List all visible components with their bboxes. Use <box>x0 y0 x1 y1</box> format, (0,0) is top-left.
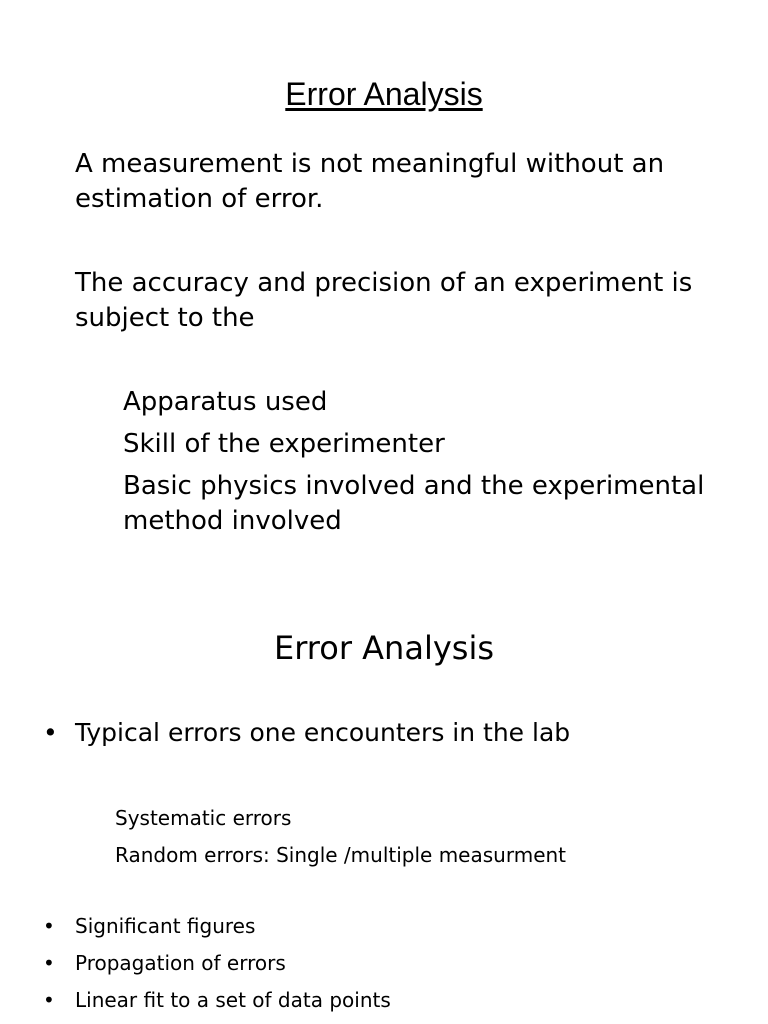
factor-list <box>123 385 743 546</box>
list-item-text: Significant figures <box>75 914 256 938</box>
typical-errors-bullet <box>43 717 570 749</box>
list-item: Basic physics involved and the experimental method involved <box>123 471 705 536</box>
list-item-text: Propagation of errors <box>75 951 286 975</box>
bullet-icon: • <box>43 951 55 975</box>
list-item-text: Linear fit to a set of data points <box>75 988 391 1012</box>
error-type-list <box>115 800 566 874</box>
bullet-icon: • <box>43 914 55 938</box>
list-item: Apparatus used <box>123 387 328 417</box>
list-item: Random errors: Single /multiple measurment <box>115 843 567 867</box>
list-item: Systematic errors <box>115 806 292 830</box>
slide-2-title: Error Analysis <box>273 629 494 667</box>
topic-list <box>43 908 391 1019</box>
list-item: Skill of the experimenter <box>123 429 445 459</box>
bullet-text: Typical errors one encounters in the lab <box>75 718 571 747</box>
slide-1-title: Error Analysis <box>285 76 483 112</box>
list-item <box>43 982 391 1019</box>
slide-2 <box>0 590 768 1024</box>
bullet-icon: • <box>43 988 55 1012</box>
list-item <box>43 945 391 982</box>
bullet-icon: • <box>43 718 58 747</box>
accuracy-paragraph: The accuracy and precision of an experiment is subject to the <box>75 268 693 333</box>
measurement-paragraph: A measurement is not meaningful without an estimation of error. <box>75 149 665 214</box>
list-item <box>43 908 391 945</box>
